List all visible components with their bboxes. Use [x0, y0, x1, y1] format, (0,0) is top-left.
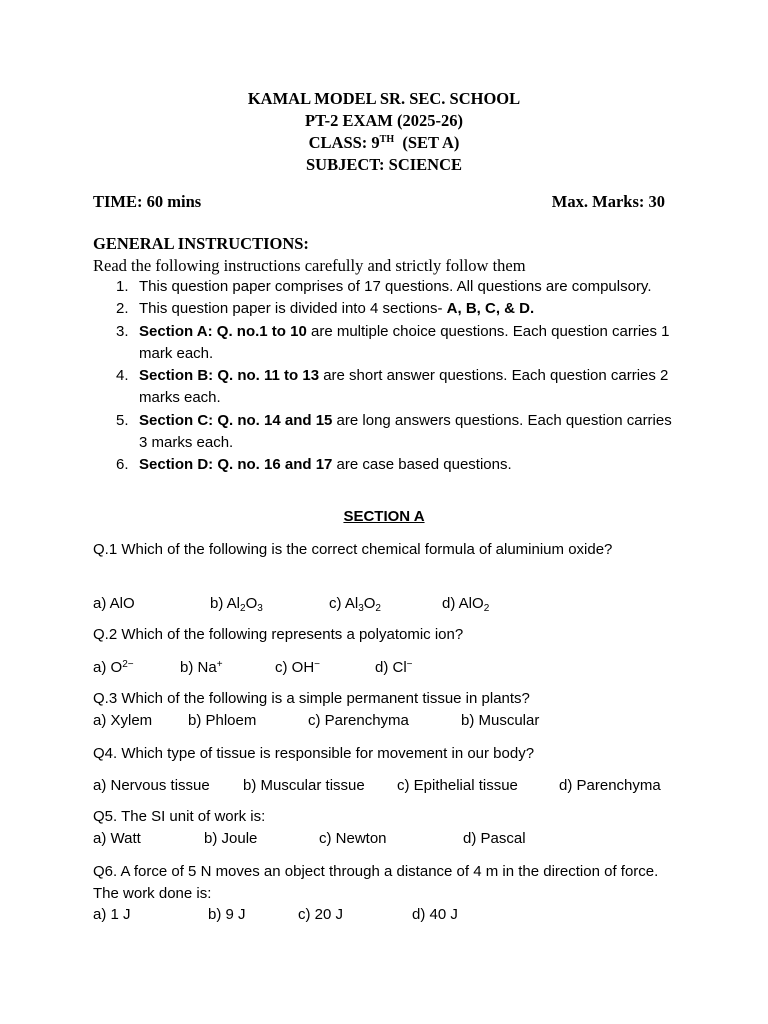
option-c: c) Parenchyma: [308, 712, 409, 729]
section-a-title: SECTION A: [343, 508, 425, 525]
instructions-subtitle: Read the following instructions carefully and strictly follow them: [93, 256, 526, 275]
option-c: c) Newton: [319, 830, 387, 847]
option-a: a) Xylem: [93, 712, 153, 729]
exam-header: [0, 88, 768, 176]
option-b: b) 9 J: [208, 906, 246, 923]
instruction-item: 6. Section D: Q. no. 16 and 17 are case based questions.: [116, 456, 512, 474]
option-b: b) Muscular tissue: [243, 777, 365, 794]
question-2-options: [93, 657, 693, 679]
question-6: Q6. A force of 5 N moves an object through a distance of 4 m in the direction of force. The work done is:: [93, 863, 659, 903]
question-3-options: [93, 710, 693, 732]
option-b: b) Na+: [180, 659, 223, 676]
instructions-title: GENERAL INSTRUCTIONS:: [93, 234, 309, 253]
class-suffix-sup: TH: [379, 134, 395, 145]
school-name: KAMAL MODEL SR. SEC. SCHOOL: [247, 89, 521, 108]
time-label: TIME: 60 mins: [93, 192, 202, 211]
question-6-options: [93, 904, 693, 926]
class-prefix: CLASS: 9: [308, 133, 380, 152]
question-4: Q4. Which type of tissue is responsible for movement in our body?: [93, 745, 535, 762]
option-c: c) OH−: [275, 659, 321, 676]
option-c: c) $Al_3O_2$: [329, 595, 381, 614]
option-b: b) Joule: [204, 830, 258, 847]
option-a: a) Watt: [93, 830, 141, 847]
option-b: b) $Al_2O_3$: [210, 595, 263, 614]
class-line: [0, 132, 768, 154]
option-c: c) 20 J: [298, 906, 344, 923]
time-marks-row: [93, 192, 665, 214]
question-5-options: [93, 828, 693, 850]
question-4-options: [93, 775, 693, 797]
option-d: d) AlO$_2$: [442, 595, 490, 614]
subject-name: SUBJECT: SCIENCE: [305, 155, 463, 174]
instructions-list: [93, 276, 683, 477]
question-3: Q.3 Which of the following is a simple permanent tissue in plants?: [93, 690, 530, 707]
max-marks-label: Max. Marks: 30: [551, 192, 665, 211]
question-1: Q.1 Which of the following is the correct chemical formula of aluminium oxide?: [93, 541, 613, 558]
instruction-item: 5. Section C: Q. no. 14 and 15 are long answers questions. Each question carries 3 marks each.: [116, 411, 672, 452]
option-b: b) Phloem: [188, 712, 257, 729]
instruction-item: 4. Section B: Q. no. 11 to 13 are short answer questions. Each question carries 2 marks each.: [116, 367, 669, 407]
instruction-item: 3. Section A: Q. no.1 to 10 are multiple choice questions. Each question carries 1 mark each.: [116, 322, 670, 362]
option-d: d) Parenchyma: [559, 777, 661, 794]
question-5: Q5. The SI unit of work is:: [93, 808, 266, 825]
class-set: (SET A): [394, 133, 460, 152]
question-2: Q.2 Which of the following represents a polyatomic ion?: [93, 626, 464, 643]
option-a: a) 1 J: [93, 906, 131, 923]
question-1-options: [93, 593, 693, 615]
option-a: a) Nervous tissue: [93, 777, 210, 794]
exam-name: PT-2 EXAM (2025-26): [305, 111, 463, 130]
option-d: d) 40 J: [412, 906, 458, 923]
instruction-item: 2. This question paper is divided into 4 sections- A, B, C, & D.: [116, 300, 535, 318]
option-a: a) $O^{2-}$: [93, 659, 134, 676]
option-c: c) Epithelial tissue: [397, 777, 518, 794]
option-d: d) Cl−: [375, 659, 413, 676]
option-d: b) Muscular: [461, 712, 540, 729]
option-a: a) AlO: [93, 595, 135, 612]
option-d: d) Pascal: [463, 830, 526, 847]
instruction-item: 1. This question paper comprises of 17 questions. All questions are compulsory.: [116, 278, 652, 295]
